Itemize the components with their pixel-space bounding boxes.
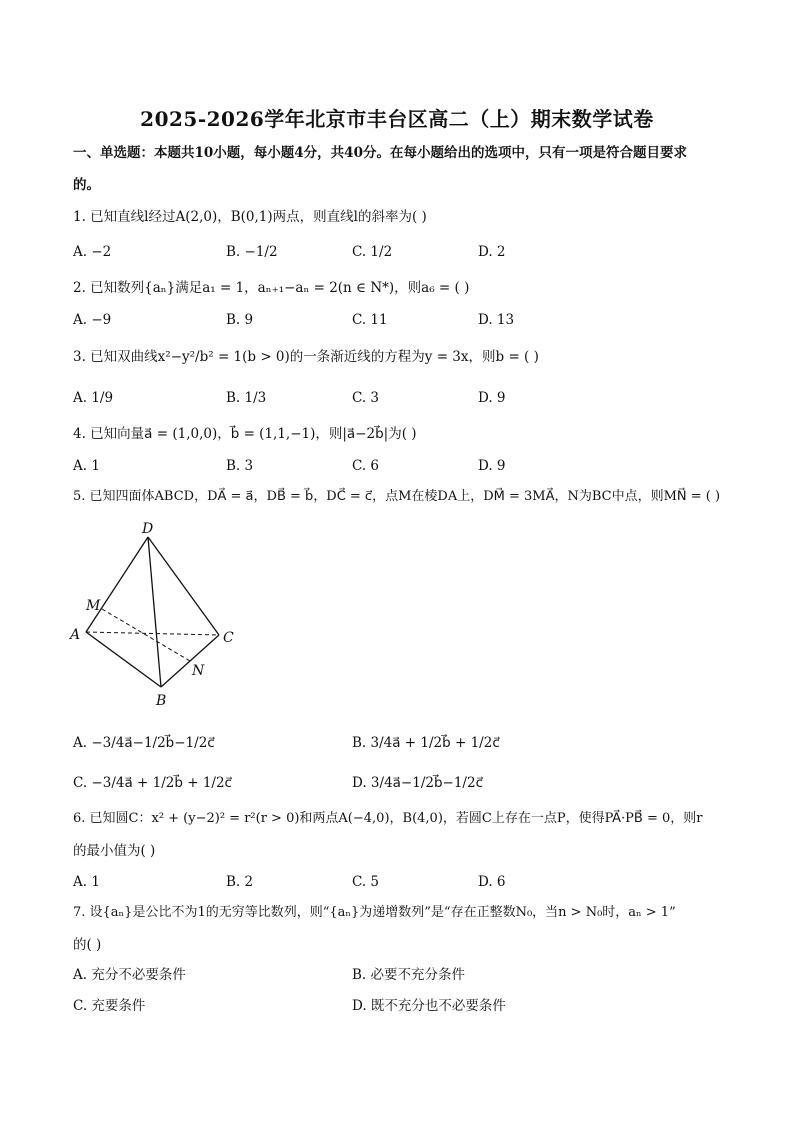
- q6-option-b: B. 2: [226, 874, 254, 890]
- point-label-m: M: [86, 598, 101, 614]
- tetrahedron-figure: [66, 515, 246, 715]
- edge-DC: [148, 537, 219, 635]
- edge-DB: [148, 537, 161, 687]
- point-label-n: N: [192, 663, 205, 679]
- q7-option-a: A. 充分不必要条件: [73, 967, 186, 983]
- vertex-label-d: D: [142, 521, 154, 537]
- q6-option-d: D. 6: [478, 874, 506, 890]
- q6-option-a: A. 1: [73, 874, 100, 890]
- q3-option-c: C. 3: [352, 390, 380, 406]
- q7-stem-line2: 的( ): [73, 937, 102, 953]
- q7-option-b: B. 必要不充分条件: [352, 967, 466, 983]
- q2-option-b: B. 9: [226, 312, 254, 328]
- q2-option-c: C. 11: [352, 312, 388, 328]
- q1-option-c: C. 1/2: [352, 244, 393, 260]
- q3-option-b: B. 1/3: [226, 390, 267, 406]
- q5-option-b: B. 3/4a⃗ + 1/2b⃗ + 1/2c⃗: [352, 735, 500, 751]
- q7-option-c: C. 充要条件: [73, 998, 146, 1014]
- q3-option-a: A. 1/9: [73, 390, 114, 406]
- q3-stem: 3. 已知双曲线x²−y²/b² = 1(b > 0)的一条渐近线的方程为y = 3x，则b = ( ): [73, 349, 539, 365]
- section-heading-line2: 的。: [73, 177, 100, 193]
- q4-option-a: A. 1: [73, 458, 100, 474]
- q1-option-b: B. −1/2: [226, 244, 278, 260]
- q4-stem: 4. 已知向量a⃗ = (1,0,0)，b⃗ = (1,1,−1)，则|a⃗−2b⃗|为( ): [73, 426, 417, 442]
- q6-stem-line2: 的最小值为( ): [73, 843, 156, 859]
- q2-option-d: D. 13: [478, 312, 515, 328]
- q4-option-b: B. 3: [226, 458, 254, 474]
- edge-BC: [161, 635, 219, 687]
- q1-stem: 1. 已知直线l经过A(2,0)，B(0,1)两点，则直线l的斜率为( ): [73, 209, 427, 225]
- section-heading-line1: 一、单选题：本题共10小题，每小题4分，共40分。在每小题给出的选项中，只有一项是符合题目要求: [73, 145, 687, 161]
- q1-option-d: D. 2: [478, 244, 506, 260]
- q4-option-d: D. 9: [478, 458, 506, 474]
- q3-option-d: D. 9: [478, 390, 506, 406]
- q2-option-a: A. −9: [73, 312, 112, 328]
- vertex-label-b: B: [156, 693, 167, 709]
- q7-option-d: D. 既不充分也不必要条件: [352, 998, 506, 1014]
- q7-stem-line1: 7. 设{aₙ}是公比不为1的无穷等比数列，则“{aₙ}为递增数列”是“存在正整数N₀，当n > N₀时，aₙ > 1”: [73, 905, 676, 920]
- vertex-label-a: A: [70, 627, 81, 643]
- q6-option-c: C. 5: [352, 874, 380, 890]
- q4-option-c: C. 6: [352, 458, 380, 474]
- q5-option-d: D. 3/4a⃗−1/2b⃗−1/2c⃗: [352, 775, 483, 791]
- q5-stem: 5. 已知四面体ABCD，DA⃗ = a⃗，DB⃗ = b⃗，DC⃗ = c⃗，点M在棱DA上，DM⃗ = 3MA⃗，N为BC中点，则MN⃗ = ( ): [73, 489, 721, 504]
- q6-stem-line1: 6. 已知圆C：x² + (y−2)² = r²(r > 0)和两点A(−4,0)，B(4,0)，若圆C上存在一点P，使得PA⃗·PB⃗ = 0，则r: [73, 811, 703, 826]
- q5-option-a: A. −3/4a⃗−1/2b⃗−1/2c⃗: [73, 735, 215, 751]
- q1-option-a: A. −2: [73, 244, 112, 260]
- vertex-label-c: C: [223, 630, 234, 646]
- edge-AB: [86, 632, 161, 687]
- edge-AC-hidden: [86, 632, 219, 635]
- exam-title: 2025-2026学年北京市丰台区高二（上）期末数学试卷: [140, 107, 654, 131]
- q5-option-c: C. −3/4a⃗ + 1/2b⃗ + 1/2c⃗: [73, 775, 232, 791]
- q2-stem: 2. 已知数列{aₙ}满足a₁ = 1，aₙ₊₁−aₙ = 2(n ∈ N*)，则a₆ = ( ): [73, 280, 470, 296]
